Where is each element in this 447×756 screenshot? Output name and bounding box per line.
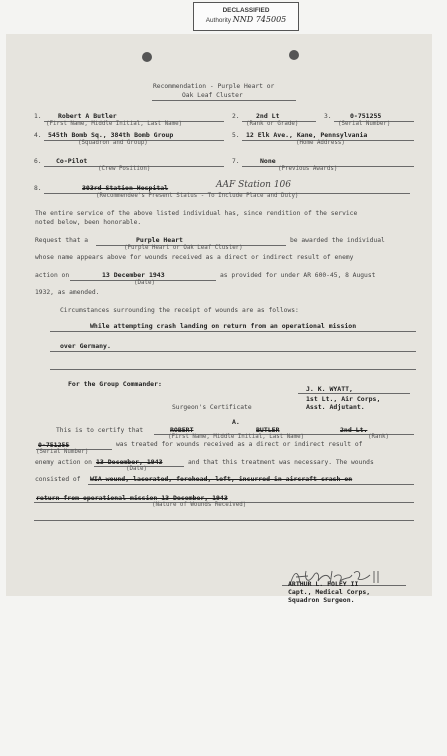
field-unit-value: 545th Bomb Sq., 384th Bomb Group (48, 131, 174, 139)
circumstances-line-1: While attempting crash landing on return from an operational mission (90, 322, 357, 330)
treated-text: was treated for wounds received as a direct or indirect result of (116, 441, 363, 448)
circumstances-heading: Circumstances surrounding the receipt of wounds are as follows: (60, 307, 299, 314)
adjutant-sig-line (298, 393, 410, 394)
field-status-handwritten: AAF Station 106 (216, 180, 292, 190)
award-type-value: Purple Heart (136, 236, 183, 244)
declassified-stamp (193, 2, 299, 31)
punch-hole-right (289, 50, 299, 60)
request-text-2: be awarded the individual (290, 237, 385, 244)
circumstances-line-2: over Germany. (60, 342, 111, 350)
cert-serial-caption: (Serial Number) (36, 449, 89, 455)
surgeon-certificate-title: Surgeon's Certificate (172, 404, 252, 411)
stamp-title: DECLASSIFIED (222, 7, 270, 14)
wound-line-1 (88, 484, 414, 485)
wound-nature-line-1: WIA wound, lacerated, forehead, left, incurred in aircraft crash on (90, 475, 353, 483)
surgeon-name: ARTHUR L. FOLEY II (288, 580, 359, 588)
request-text: Request that a (35, 237, 89, 244)
cert-middle-initial: A. (232, 418, 240, 426)
paragraph-service-1: The entire service of the above listed individual has, since rendition of the service (35, 210, 358, 217)
field-status-caption: (Recommendee's Present Status - To Include Place and Duty) (96, 193, 299, 199)
stamp-authority-label: Authority (205, 17, 231, 24)
paragraph-wounds: whose name appears above for wounds received as a direct or indirect result of enemy (35, 254, 354, 261)
cert-rank: 2nd Lt. (340, 426, 368, 434)
field-serial-value: 0-751255 (350, 112, 382, 120)
cert-rank-caption: (Rank) (368, 434, 389, 440)
form-subtitle: Oak Leaf Cluster (182, 92, 243, 99)
field-name-value: Robert A Butler (58, 112, 117, 120)
wound-nature-line-2: return from operational mission 13 December, 1943 (36, 494, 228, 502)
adjutant-name: J. K. WYATT, (306, 385, 353, 393)
field-7-num: 7. (232, 158, 240, 165)
group-commander-label: For the Group Commander: (68, 380, 162, 388)
form-page (6, 34, 432, 604)
wound-nature-caption: (Nature of Wounds Received) (152, 502, 247, 508)
title-underline (152, 100, 296, 101)
regulation-text: as provided for under AR 600-45, 8 August (220, 272, 376, 279)
action-date-caption: (Date) (134, 280, 155, 286)
adjutant-rank: 1st Lt., Air Corps, (306, 395, 381, 403)
field-crew-caption: (Crew Position) (98, 166, 151, 172)
action-date-value: 13 December 1943 (102, 271, 165, 279)
punch-hole-left (142, 52, 152, 62)
field-crew-value: Co-Pilot (56, 157, 88, 165)
paragraph-service-2: noted below, been honorable. (35, 219, 142, 226)
adjutant-title: Asst. Adjutant. (306, 403, 365, 411)
cert-last-name: BUTLER (256, 426, 280, 434)
field-awards-caption: (Previous Awards) (278, 166, 338, 172)
cert-date-caption: (Date) (126, 466, 147, 472)
form-title: Recommendation - Purple Heart or (153, 83, 275, 90)
cert-date: 13 December, 1943 (96, 458, 163, 466)
cert-name-caption: (First Name, Middle Initial, Last Name) (168, 434, 305, 440)
field-1-num: 1. (34, 113, 42, 120)
field-rank-caption: (Rank or Grade) (246, 121, 299, 127)
amended-text: 1932, as amended. (35, 289, 100, 296)
certify-text: This is to certify that (56, 427, 144, 434)
field-unit-caption: (Squadron and Group) (78, 140, 148, 146)
treatment-necessary-text: and that this treatment was necessary. The wounds (188, 459, 374, 466)
circ-line-2 (50, 351, 416, 352)
field-5-num: 5. (232, 132, 240, 139)
field-status-value: 303rd Station Hospital (82, 184, 169, 192)
field-awards-value: None (260, 157, 276, 165)
circ-line-1 (50, 331, 416, 332)
stamp-authority-value: NND 745005 (232, 15, 287, 24)
field-serial-caption: (Serial Number) (338, 121, 391, 127)
award-type-caption: (Purple Heart or Oak Leaf Cluster) (124, 245, 243, 251)
action-on-text: action on (35, 272, 70, 279)
field-2-num: 2. (232, 113, 240, 120)
surgeon-rank: Capt., Medical Corps, (288, 588, 371, 596)
cert-first-name: ROBERT (170, 426, 194, 434)
field-address-caption: (Home Address) (296, 140, 345, 146)
field-rank-value: 2nd Lt (256, 112, 280, 120)
field-3-num: 3. (324, 113, 332, 120)
surgeon-title: Squadron Surgeon. (288, 596, 355, 604)
field-address-value: 12 Elk Ave., Kane, Pennsylvania (246, 131, 368, 139)
circ-line-3 (50, 369, 416, 370)
consisted-of-text: consisted of (35, 476, 81, 483)
field-4-num: 4. (34, 132, 42, 139)
cert-serial: 0-751255 (38, 441, 70, 449)
field-name-caption: (First Name, Middle Initial, Last Name) (46, 121, 183, 127)
enemy-action-text: enemy action on (35, 459, 92, 466)
field-6-num: 6. (34, 158, 42, 165)
field-8-num: 8. (34, 185, 42, 192)
wound-line-3 (34, 520, 414, 521)
